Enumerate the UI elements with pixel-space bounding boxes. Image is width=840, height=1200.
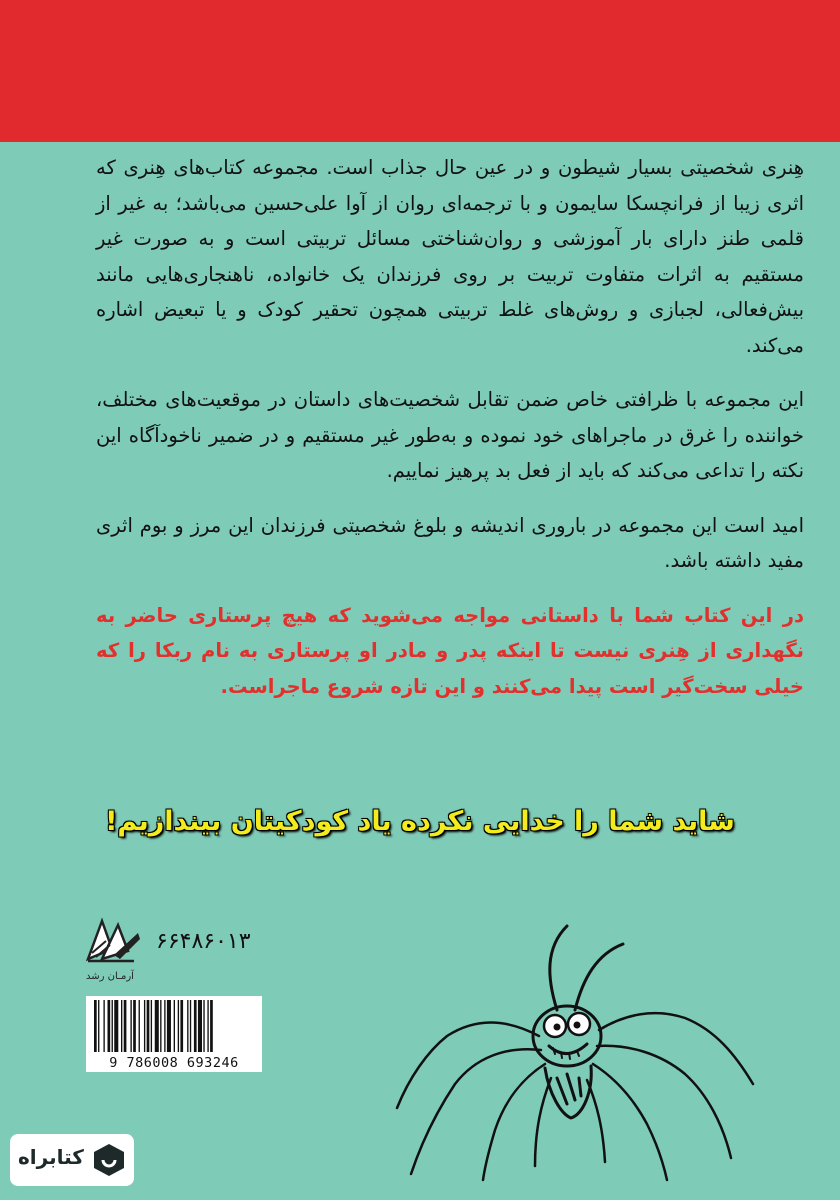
barcode-bar	[147, 1000, 150, 1052]
description-paragraph-2: این مجموعه با ظرافتی خاص ضمن تقابل شخصیت‌های داستان در موقعیت‌های مختلف، خواننده را غرق در ماجراهای خود نموده و به‌طور غیر مستقیم و در ضمیر ناخودآگاه این نکته را تداعی می‌کند که باید از فعل بد پرهیز نماییم.	[96, 388, 804, 482]
barcode-bar	[108, 1000, 111, 1052]
barcode-bar	[151, 1000, 152, 1052]
slogan: شاید شما را خدایی نکرده یاد کودکیتان بیندازیم!	[105, 806, 735, 837]
barcode-bar	[139, 1000, 140, 1052]
barcode-bars	[86, 996, 262, 1054]
barcode-bar	[194, 1000, 197, 1052]
description-paragraph-1: هِنری شخصیتی بسیار شیطون و در عین حال جذاب است. مجموعه کتاب‌های هِنری که اثری زیبا از فرانچسکا سایمون و با ترجمه‌ای روان از آوا علی‌حسین می‌باشد؛ به غیر از قلمی طنز دارای بار آموزشی و روان‌شناختی مسائل تربیتی است و به صورت غیر مستقیم به اثرات متفاوت تربیت بر روی فرزندان یک خانواده، ناهنجاری‌هایی مانند بیش‌فعالی، لجبازی و روش‌های غلط تربیتی همچون تحقیر کودک و یا تبعیض اشاره می‌کند.	[96, 156, 804, 357]
barcode-bar	[207, 1000, 208, 1052]
barcode-bar	[144, 1000, 145, 1052]
barcode-bar	[124, 1000, 127, 1052]
barcode-bar	[203, 1000, 204, 1052]
back-cover-text	[96, 150, 804, 723]
story-summary: در این کتاب شما با داستانی مواجه می‌شوید که هیچ پرستاری حاضر به نگهداری از هِنری نیست تا اینکه پدر و مادر او پرستاری به نام ربکا را که خیلی سخت‌گیر است پیدا می‌کنند و این تازه شروع ماجراست.	[96, 603, 804, 698]
barcode-bar	[121, 1000, 122, 1052]
barcode-bar	[187, 1000, 188, 1052]
publisher-phone: ۶۶۴۸۶۰۱۳	[156, 929, 251, 954]
barcode-bar	[198, 1000, 202, 1052]
store-logo-icon	[92, 1142, 126, 1178]
barcode-bar	[180, 1000, 183, 1052]
barcode-bar	[178, 1000, 179, 1052]
barcode-bar	[98, 1000, 99, 1052]
barcode-bar	[164, 1000, 165, 1052]
barcode-bar	[114, 1000, 118, 1052]
barcode-bar	[103, 1000, 104, 1052]
store-name: کتابراه	[18, 1145, 84, 1169]
barcode-bar	[190, 1000, 191, 1052]
spider-illustration	[335, 918, 765, 1183]
barcode-bar	[94, 1000, 97, 1052]
barcode-bar	[167, 1000, 171, 1052]
description-paragraph-3: امید است این مجموعه در باروری اندیشه و بلوغ شخصیتی فرزندان این مرز و بوم اثری مفید داشته باشد.	[96, 513, 804, 572]
barcode-bar	[174, 1000, 175, 1052]
isbn-barcode	[86, 996, 262, 1072]
publisher-logo-icon	[84, 915, 144, 967]
barcode-bar	[160, 1000, 161, 1052]
publisher-info	[74, 915, 284, 995]
barcode-bar	[155, 1000, 159, 1052]
barcode-bar	[133, 1000, 136, 1052]
barcode-bar	[210, 1000, 213, 1052]
barcode-number: 9 786008 693246	[109, 1055, 239, 1071]
publisher-name: آرمـان رشد	[86, 971, 134, 982]
barcode-bar	[112, 1000, 113, 1052]
store-badge[interactable]	[10, 1134, 134, 1186]
top-red-band	[0, 0, 840, 142]
barcode-bar	[130, 1000, 131, 1052]
